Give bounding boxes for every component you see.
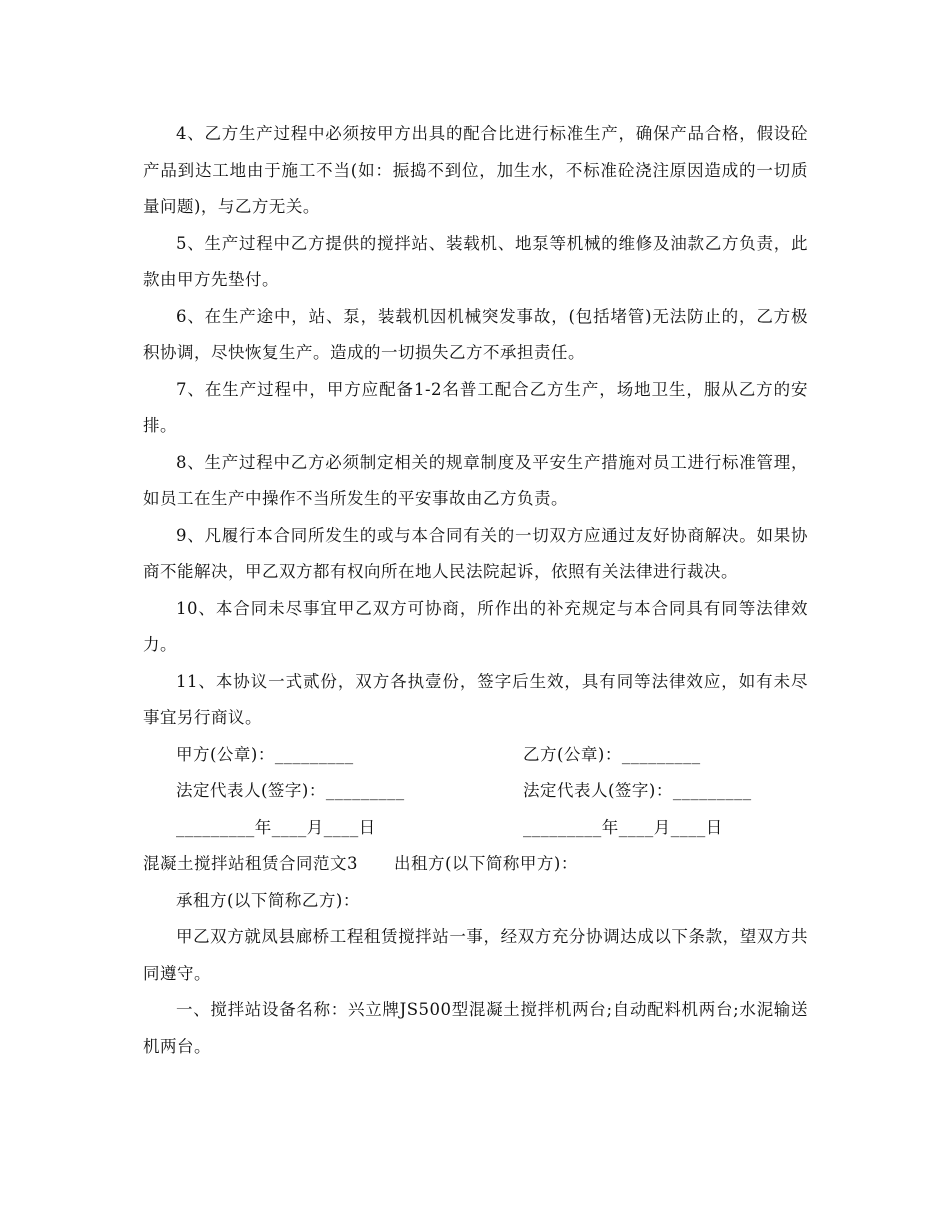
equipment-clause: 一、搅拌站设备名称：兴立牌JS500型混凝土搅拌机两台;自动配料机两台;水泥输送机两台。: [143, 1000, 808, 1056]
clause-5: 5、生产过程中乙方提供的搅拌站、装载机、地泵等机械的维修及油款乙方负责，此款由甲方先垫付。: [143, 233, 808, 289]
party-b-rep: 法定代表人(签字)：_________: [523, 781, 752, 800]
party-a-date: _________年____月____日: [176, 817, 376, 837]
clause-6: 6、在生产途中，站、泵，装载机因机械突发事故，(包括堵管)无法防止的，乙方极积协调，尽快恢复生产。造成的一切损失乙方不承担责任。: [143, 306, 808, 362]
clause-7: 7、在生产过程中，甲方应配备1-2名普工配合乙方生产，场地卫生，服从乙方的安排。: [143, 379, 808, 435]
signature-rep-row: [143, 773, 808, 810]
party-b-date: _________年____月____日: [523, 817, 723, 837]
party-b-seal: 乙方(公章)：_________: [523, 744, 701, 764]
clause-10: 10、本合同未尽事宜甲乙双方可协商，所作出的补充规定与本合同具有同等法律效力。: [143, 598, 808, 654]
signature-seal-row: [143, 737, 808, 774]
clause-8: 8、生产过程中乙方必须制定相关的规章制度及平安生产措施对员工进行标准管理，如员工在生产中操作不当所发生的平安事故由乙方负责。: [143, 452, 808, 508]
clause-4: 4、乙方生产过程中必须按甲方出具的配合比进行标准生产，确保产品合格，假设砼产品到达工地由于施工不当(如：振捣不到位，加生水，不标准砼浇注原因造成的一切质量问题)，与乙方无关。: [143, 124, 808, 216]
next-contract-intro: 甲乙双方就凤县廊桥工程租赁搅拌站一事，经双方充分协调达成以下条款，望双方共同遵守。: [143, 927, 808, 983]
lessee-label: 承租方(以下简称乙方)：: [176, 890, 360, 910]
next-contract-title: 混凝土搅拌站租赁合同范文3: [143, 854, 358, 873]
party-a-rep: 法定代表人(签字)：_________: [176, 781, 405, 800]
lessor-label: 出租方(以下简称甲方)：: [394, 854, 578, 873]
document-page: [143, 116, 808, 1065]
next-contract-title-line: [143, 846, 808, 883]
clause-11: 11、本协议一式贰份，双方各执壹份，签字后生效，具有同等法律效应，如有未尽事宜另行商议。: [143, 671, 808, 727]
clause-9: 9、凡履行本合同所发生的或与本合同有关的一切双方应通过友好协商解决。如果协商不能解决，甲乙双方都有权向所在地人民法院起诉，依照有关法律进行裁决。: [143, 525, 808, 581]
signature-date-row: [143, 810, 808, 847]
party-a-seal: 甲方(公章)：_________: [176, 744, 354, 764]
